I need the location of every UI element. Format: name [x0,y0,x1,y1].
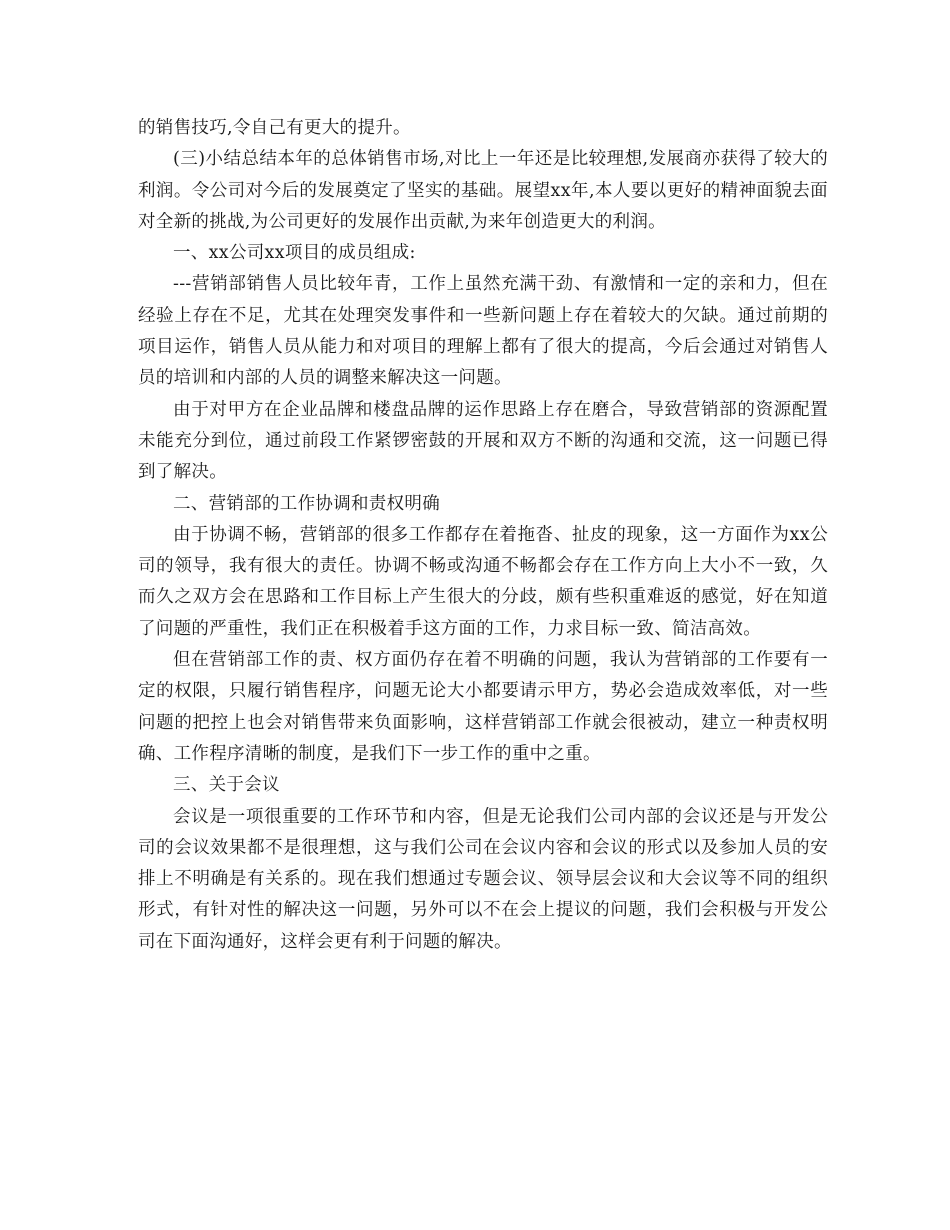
section-heading-coordination: 二、营销部的工作协调和责权明确 [173,493,440,514]
paragraph-continuation: 的销售技巧,令自己有更大的提升。 [138,118,411,138]
paragraph-meetings: 会议是一项很重要的工作环节和内容，但是无论我们公司内部的会议还是与开发公司的会议效果都不是很理想，这与我们公司在会议内容和会议的形式以及参加人员的安排上不明确是有关系的。现在我们想通过专题会议、领导层会议和大会议等不同的组织形式，有针对性的解决这一问题，另外可以不在会上提议的问题，我们会积极与开发公司在下面沟通好，这样会更有利于问题的解决。 [138,806,828,952]
document-body [138,113,828,958]
paragraph-coordination: 由于协调不畅，营销部的很多工作都存在着拖沓、扯皮的现象，这一方面作为xx公司的领导，我有很大的责任。协调不畅或沟通不畅都会存在工作方向上大小不一致，久而久之双方会在思路和工作目标上产生很大的分歧，颇有些积重难返的感觉，好在知道了问题的严重性，我们正在积极着手这方面的工作，力求目标一致、简洁高效。 [138,524,828,639]
paragraph-brand-resources: 由于对甲方在企业品牌和楼盘品牌的运作思路上存在磨合，导致营销部的资源配置未能充分到位，通过前段工作紧锣密鼓的开展和双方不断的沟通和交流，这一问题已得到了解决。 [138,399,828,483]
section-heading-meetings: 三、关于会议 [173,775,280,796]
paragraph-sales-staff: ---营销部销售人员比较年青，工作上虽然充满干劲、有激情和一定的亲和力，但在经验上存在不足，尤其在处理突发事件和一些新问题上存在着较大的欠缺。通过前期的项目运作，销售人员从能力和对项目的理解上都有了很大的提高，今后会通过对销售人员的培训和内部的人员的调整来解决这一问题。 [138,274,828,389]
paragraph-responsibility: 但在营销部工作的责、权方面仍存在着不明确的问题，我认为营销部的工作要有一定的权限，只履行销售程序，问题无论大小都要请示甲方，势必会造成效率低，对一些问题的把控上也会对销售带来负面影响，这样营销部工作就会很被动，建立一种责权明确、工作程序清晰的制度，是我们下一步工作的重中之重。 [138,650,828,764]
section-heading-members: 一、xx公司xx项目的成员组成: [173,243,416,264]
paragraph-summary: (三)小结总结本年的总体销售市场,对比上一年还是比较理想,发展商亦获得了较大的利润。令公司对今后的发展奠定了坚实的基础。展望xx年,本人要以更好的精神面貌去面对全新的挑战,为公司更好的发展作出贡献,为来年创造更大的利润。 [138,149,828,232]
